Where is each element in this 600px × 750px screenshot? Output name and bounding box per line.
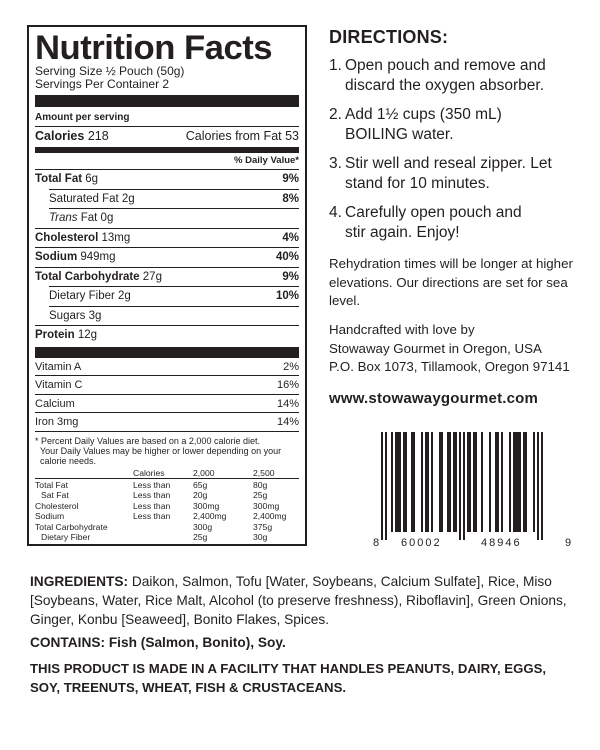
barcode-bar <box>467 432 471 532</box>
vitamin-row <box>35 395 299 413</box>
vitamin-row <box>35 376 299 394</box>
vitamin-label: Vitamin A <box>35 360 82 373</box>
maker-line: Stowaway Gourmet in Oregon, USA <box>329 340 542 356</box>
nutrient-dv: 40% <box>275 251 299 263</box>
ingredients-text: Daikon, Salmon, Tofu [Water, Soybeans, Calcium Sulfate], Rice, Miso [Soybeans, Water, Rice Malt, Alcohol (to preserve freshness), Riboflavin], Green Onions, Ginger, Konbu [Seaweed], Bonito Flakes, Spices. <box>30 574 567 627</box>
ingredients-label: INGREDIENTS: <box>30 574 129 589</box>
nutrient-label: Total Carbohydrate <box>35 270 140 283</box>
trans-fat-row <box>35 209 299 228</box>
direction-step <box>329 154 579 194</box>
step-number: 2. <box>329 106 342 123</box>
barcode-bar <box>395 432 401 532</box>
barcode-group-right: 48946 <box>481 537 522 549</box>
barcode-bar <box>489 432 491 532</box>
directions-section <box>329 27 579 252</box>
nutrient-amount: 6g <box>85 173 99 185</box>
daily-value-header: % Daily Value* <box>234 155 299 166</box>
step-text: Stir well and reseal zipper. Let stand for 10 minutes. <box>345 155 552 192</box>
nutrient-amount: 13mg <box>101 231 131 244</box>
daily-value-footnote <box>35 432 299 468</box>
barcode-bar <box>463 432 465 540</box>
total-fat-row <box>35 170 299 189</box>
barcode-bar <box>403 432 407 532</box>
thick-divider <box>35 347 299 358</box>
rehydration-note: Rehydration times will be longer at higher elevations. Our directions are set for sea level. <box>329 256 573 308</box>
barcode-digit-right: 9 <box>565 537 572 549</box>
nutrient-amount: 2g <box>118 290 131 302</box>
nutrient-dv: 8% <box>282 192 299 205</box>
step-text: Add 1½ cups (350 mL) BOILING water. <box>345 106 502 143</box>
barcode-bar <box>513 432 521 532</box>
calories-row <box>35 127 299 147</box>
barcode-bar <box>509 432 511 532</box>
direction-step <box>329 56 579 96</box>
barcode-bar <box>391 432 393 532</box>
step-number: 3. <box>329 155 342 172</box>
footnote-line: * Percent Daily Values are based on a 2,000 calorie diet. <box>35 435 260 446</box>
dv-table-row: Dietary Fiber 25g 30g <box>41 532 268 542</box>
barcode-bar <box>381 432 383 540</box>
dv-table-row: Cholesterol Less than 300mg 300mg <box>35 500 280 511</box>
nutrition-title: Nutrition Facts <box>35 29 273 67</box>
nutrient-label: Dietary Fiber <box>49 290 115 302</box>
nutrient-amount: 3g <box>88 309 102 322</box>
ingredients-section <box>30 572 578 629</box>
vitamin-row <box>35 413 299 431</box>
barcode-bar <box>537 432 539 540</box>
barcode-bar <box>541 432 543 540</box>
nutrient-label: Trans <box>49 212 78 224</box>
nutrition-facts-panel <box>27 25 307 546</box>
dv-table-header: Calories 2,000 2,500 <box>133 467 275 478</box>
dv-table-row: Sat Fat Less than 20g 25g <box>41 490 268 500</box>
allergen-facility-warning: THIS PRODUCT IS MADE IN A FACILITY THAT HANDLES PEANUTS, DAIRY, EGGS, SOY, TREENUTS, WHEAT, FISH & CRUSTACEANS. <box>30 661 547 695</box>
protein-row <box>35 326 299 345</box>
barcode-bar <box>425 432 429 532</box>
upc-barcode <box>363 432 579 552</box>
barcode-bar <box>421 432 423 532</box>
servings-per-container: Servings Per Container 2 <box>35 77 170 91</box>
vitamin-label: Calcium <box>35 397 75 410</box>
barcode-bar <box>447 432 451 532</box>
saturated-fat-row <box>35 190 299 209</box>
barcode-bar <box>459 432 461 540</box>
barcode-bar <box>481 432 483 532</box>
nutrient-label: Protein <box>35 329 75 341</box>
direction-step <box>329 203 579 243</box>
dietary-fiber-row <box>35 287 299 306</box>
nutrient-label: Cholesterol <box>35 231 99 244</box>
dv-table-row: Total Fat Less than 65g 80g <box>35 479 268 490</box>
maker-address: P.O. Box 1073, Tillamook, Oregon 97141 <box>329 359 570 374</box>
nutrient-label: Sugars <box>49 309 86 322</box>
step-text: Carefully open pouch and stir again. Enjoy! <box>345 204 522 241</box>
vitamin-dv: 14% <box>276 416 299 428</box>
barcode-group-left: 60002 <box>401 537 442 549</box>
serving-size: Serving Size ½ Pouch (50g) <box>35 64 185 78</box>
nutrient-amount: 949mg <box>80 251 116 263</box>
calories-label: Calories <box>35 129 85 143</box>
nutrient-dv: 9% <box>282 270 299 283</box>
direction-step <box>329 105 579 145</box>
sodium-row <box>35 248 299 267</box>
barcode-bar <box>501 432 503 532</box>
barcode-bar <box>473 432 477 532</box>
cholesterol-row <box>35 229 299 248</box>
step-number: 4. <box>329 204 342 221</box>
nutrient-dv: 10% <box>275 290 299 302</box>
vitamin-label: Iron 3mg <box>35 416 79 428</box>
step-number: 1. <box>329 57 342 74</box>
calories-from-fat: Calories from Fat 53 <box>185 129 299 143</box>
nutrient-label: Saturated Fat <box>49 192 119 205</box>
daily-value-table <box>35 468 299 543</box>
nutrient-amount: 2g <box>121 192 135 205</box>
nutrient-amount: Fat 0g <box>80 212 114 224</box>
maker-info <box>329 321 589 377</box>
nutrient-dv: 4% <box>282 231 299 244</box>
website-link[interactable]: www.stowawaygourmet.com <box>329 390 539 407</box>
barcode-bar <box>533 432 535 532</box>
maker-line: Handcrafted with love by <box>329 322 475 337</box>
barcode-digit-left: 8 <box>373 537 380 549</box>
barcode-bars <box>363 432 579 552</box>
vitamin-label: Vitamin C <box>35 379 83 391</box>
nutrient-amount: 12g <box>77 329 98 341</box>
barcode-bar <box>385 432 387 540</box>
amount-per-serving: Amount per serving <box>35 112 130 123</box>
nutrient-amount: 27g <box>142 270 162 283</box>
barcode-bar <box>439 432 443 532</box>
total-carbohydrate-row <box>35 268 299 287</box>
footnote-line: Your Daily Values may be higher or lower depending on your calorie needs. <box>40 445 282 466</box>
directions-title: DIRECTIONS: <box>329 27 449 47</box>
vitamin-dv: 2% <box>283 360 299 373</box>
calories-value: 218 <box>87 129 109 143</box>
step-text: Open pouch and remove and discard the oxygen absorber. <box>345 57 546 94</box>
nutrient-dv: 9% <box>282 173 299 185</box>
vitamin-row <box>35 358 299 376</box>
thick-divider <box>35 95 299 107</box>
barcode-bar <box>523 432 527 532</box>
vitamin-dv: 16% <box>276 379 299 391</box>
dv-table-row: Total Carbohydrate 300g 375g <box>35 521 273 532</box>
sugars-row <box>35 307 299 326</box>
barcode-bar <box>495 432 499 532</box>
nutrient-label: Sodium <box>35 251 78 263</box>
barcode-bar <box>411 432 415 532</box>
barcode-bar <box>431 432 433 532</box>
allergen-contains: CONTAINS: Fish (Salmon, Bonito), Soy. <box>30 635 286 650</box>
nutrient-label: Total Fat <box>35 173 83 185</box>
dv-table-row: Sodium Less than 2,400mg 2,400mg <box>35 511 287 521</box>
vitamin-dv: 14% <box>276 397 299 410</box>
barcode-bar <box>453 432 457 532</box>
